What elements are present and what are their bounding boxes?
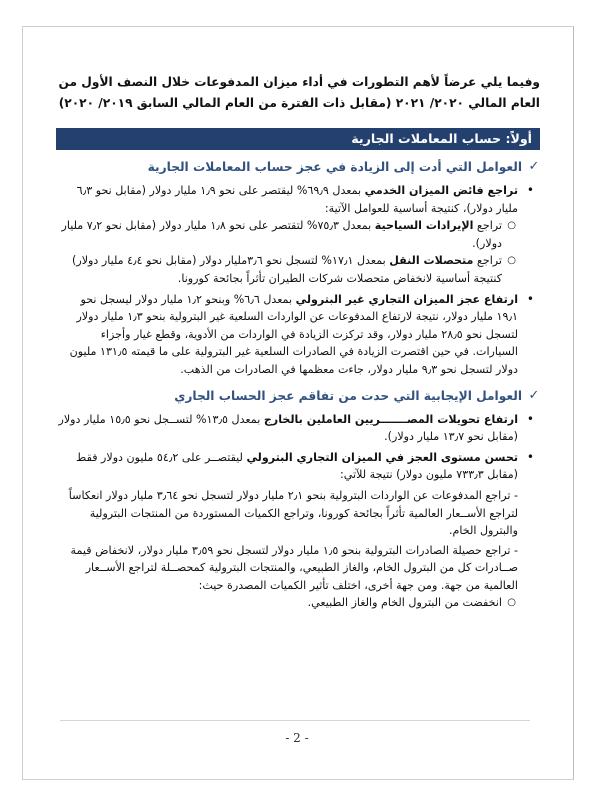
sub-item-bold: الإيرادات السياحية bbox=[374, 219, 474, 233]
paragraph-oil-exports: - تراجع حصيلة الصادرات البترولية بنحو ١٫٥ مليار دولار لتسجل نحو ٣٫٥٩ مليار دولار، لانخفاض قيمة صــادرات كل من البترول الخام، والغاز الطبيعي، والمنتجات البترولية كمحصــلة لتراجع الأســعار العالمية من جهة. ومن جهة أخرى، اختلف تأثير الكميات المصدرة حيث: bbox=[70, 543, 518, 592]
sub-item-crude-gas bbox=[56, 594, 518, 612]
page-content bbox=[56, 72, 540, 612]
bullet-icon: • bbox=[526, 291, 534, 306]
item-bold: تراجع فائض الميزان الخدمي bbox=[364, 184, 518, 197]
positive-factors-list bbox=[56, 411, 540, 484]
sub-item-text: انخفضت من البترول الخام والغاز الطبيعي. bbox=[307, 596, 502, 610]
check-icon: ✓ bbox=[528, 387, 540, 403]
list-item-oil-trade bbox=[56, 449, 540, 484]
item-bold: ارتفاع عجز الميزان التجاري غير البترولي bbox=[295, 292, 518, 306]
negative-factors-list bbox=[56, 182, 540, 379]
circle-bullet-icon: ○ bbox=[507, 220, 516, 232]
intro-paragraph: وفيما يلي عرضاً لأهم التطورات في أداء ميزان المدفوعات خلال النصف الأول من العام المالي ٢٠٢٠/ ٢٠٢١ (مقابل ذات الفترة من العام المالي السابق ٢٠١٩/ ٢٠٢٠) bbox=[58, 75, 540, 110]
list-item-non-oil-trade bbox=[56, 291, 540, 379]
circle-bullet-icon: ○ bbox=[507, 255, 516, 267]
sub-item-transport bbox=[56, 252, 518, 287]
list-item-remittances bbox=[56, 411, 540, 446]
subheading-text: العوامل التي أدت إلى الزيادة في عجز حساب المعاملات الجارية bbox=[147, 160, 522, 174]
subheading-positive-factors bbox=[56, 385, 540, 407]
item-text: بمعدل ٦٩٫٩% ليقتصر على نحو ١٫٩ مليار دولار (مقابل نحو ٦٫٣ مليار دولار)، كنتيجة أساسية للعوامل الآتية: bbox=[76, 184, 518, 215]
item-bold: تحسن مستوى العجز في الميزان التجاري البترولي bbox=[246, 450, 518, 464]
bullet-icon: • bbox=[526, 411, 534, 426]
sub-item-bold: متحصلات النقل bbox=[389, 254, 474, 268]
subheading-text: العوامل الإيجابية التي حدت من تفاقم عجز الحساب الجاري bbox=[174, 388, 522, 403]
sub-item-tourism bbox=[56, 217, 518, 252]
circle-bullet-icon: ○ bbox=[507, 597, 516, 609]
item-text: بمعدل ١٣٫٥% لتســجل نحو ١٥٫٥ مليار دولار (مقابل نحو ١٣٫٧ مليار دولار). bbox=[58, 412, 518, 444]
section-title-bar: أولاً: حساب المعاملات الجارية bbox=[56, 128, 540, 150]
sub-list bbox=[56, 217, 518, 287]
page-number: - 2 - bbox=[285, 731, 309, 745]
sub-item-pre: تراجع bbox=[473, 219, 502, 233]
bullet-icon: • bbox=[526, 183, 534, 197]
item-text: بمعدل ٦٫٦% وبنحو ١٫٢ مليار دولار ليسجل نحو ١٩٫١ مليار دولار، نتيجة لارتفاع المدفوعات عن الواردات السلعية غير البترولية بنحو ١٫٣ مليار دولار لتسجل نحو ٢٨٫٥ مليار دولار، وقد تركزت الزيادة في الواردات من الأدوية، وقطع غيار وأجزاء السيارات. في حين اقتصرت الزيادة في الصادرات السلعية غير البترولية على ما قيمته ١٣١٫٥ مليون دولار لتسجل نحو ٩٫٣ مليار دولار، جاءت معظمها في الصادرات من الذهب. bbox=[69, 292, 518, 376]
check-icon: ✓ bbox=[528, 159, 540, 174]
sub-item-pre: تراجع bbox=[473, 254, 502, 268]
footer-divider bbox=[60, 720, 530, 721]
paragraph-oil-imports: - تراجع المدفوعات عن الواردات البترولية بنحو ٢٫١ مليار دولار لتسجل نحو ٣٫٦٤ مليار دولار انعكاساً لتراجع الأســعار العالمية تأثراً بجائحة كورونا، وتراجع الكميات المستوردة من المنتجات البترولية والبترول الخام. bbox=[68, 488, 518, 538]
subheading-negative-factors bbox=[56, 156, 540, 178]
list-item-services-surplus bbox=[56, 182, 540, 288]
item-bold: ارتفاع تحويلات المصـــــــريين العاملين بالخارج bbox=[263, 412, 518, 426]
item-text: ليقتصــر على ٥٤٫٢ مليون دولار فقط (مقابل ٧٣٣٫٣ مليون دولار) نتيجة للآتي: bbox=[76, 450, 518, 482]
sub-item-text: بمعدل ٧٥٫٣% لتقتصر على نحو ١٫٨ مليار دولار (مقابل نحو ٧٫٢ مليار دولار). bbox=[61, 219, 502, 250]
oil-exports-sub-list bbox=[56, 594, 540, 612]
sub-item-text: بمعدل ١٧٫١% لتسجل نحو ٣٫٦مليار دولار (مقابل نحو ٤٫٤ مليار دولار) كنتيجة أساسية لانخفاض متحصلات شركات الطيران تأثراً بجائحة كورونا. bbox=[72, 254, 502, 285]
bullet-icon: • bbox=[526, 449, 534, 464]
